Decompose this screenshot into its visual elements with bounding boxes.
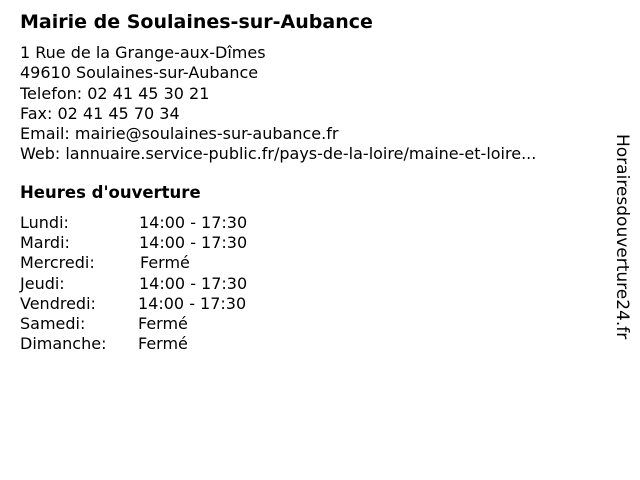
time-value: 14:00 - 17:30 (139, 273, 248, 293)
email-address: Email: mairie@soulaines-sur-aubance.fr (20, 124, 339, 144)
site-watermark: Horairesdouverture24.fr (612, 134, 632, 340)
page-title: Mairie de Soulaines-sur-Aubance (20, 11, 373, 33)
day-label: Mercredi: (20, 253, 95, 273)
address-city: 49610 Soulaines-sur-Aubance (20, 63, 259, 83)
day-label: Dimanche: (20, 334, 107, 354)
contact-info (20, 43, 536, 165)
time-value: Fermé (138, 334, 188, 354)
day-label: Jeudi: (20, 273, 65, 293)
time-value: Fermé (140, 253, 190, 273)
time-value: Fermé (138, 313, 188, 333)
day-label: Mardi: (20, 233, 70, 253)
time-value: 14:00 - 17:30 (138, 293, 247, 313)
day-label: Samedi: (20, 313, 86, 333)
phone-number: Telefon: 02 41 45 30 21 (20, 83, 210, 103)
fax-number: Fax: 02 41 45 70 34 (20, 103, 180, 123)
hours-heading: Heures d'ouverture (20, 183, 201, 202)
time-value: 14:00 - 17:30 (139, 213, 248, 232)
day-label: Vendredi: (20, 293, 96, 313)
website-link[interactable]: Web: lannuaire.service-public.fr/pays-de-la-loire/maine-et-loire... (20, 144, 537, 164)
time-value: 14:00 - 17:30 (139, 233, 248, 253)
day-label: Lundi: (20, 213, 69, 232)
address-street: 1 Rue de la Grange-aux-Dîmes (20, 43, 266, 62)
